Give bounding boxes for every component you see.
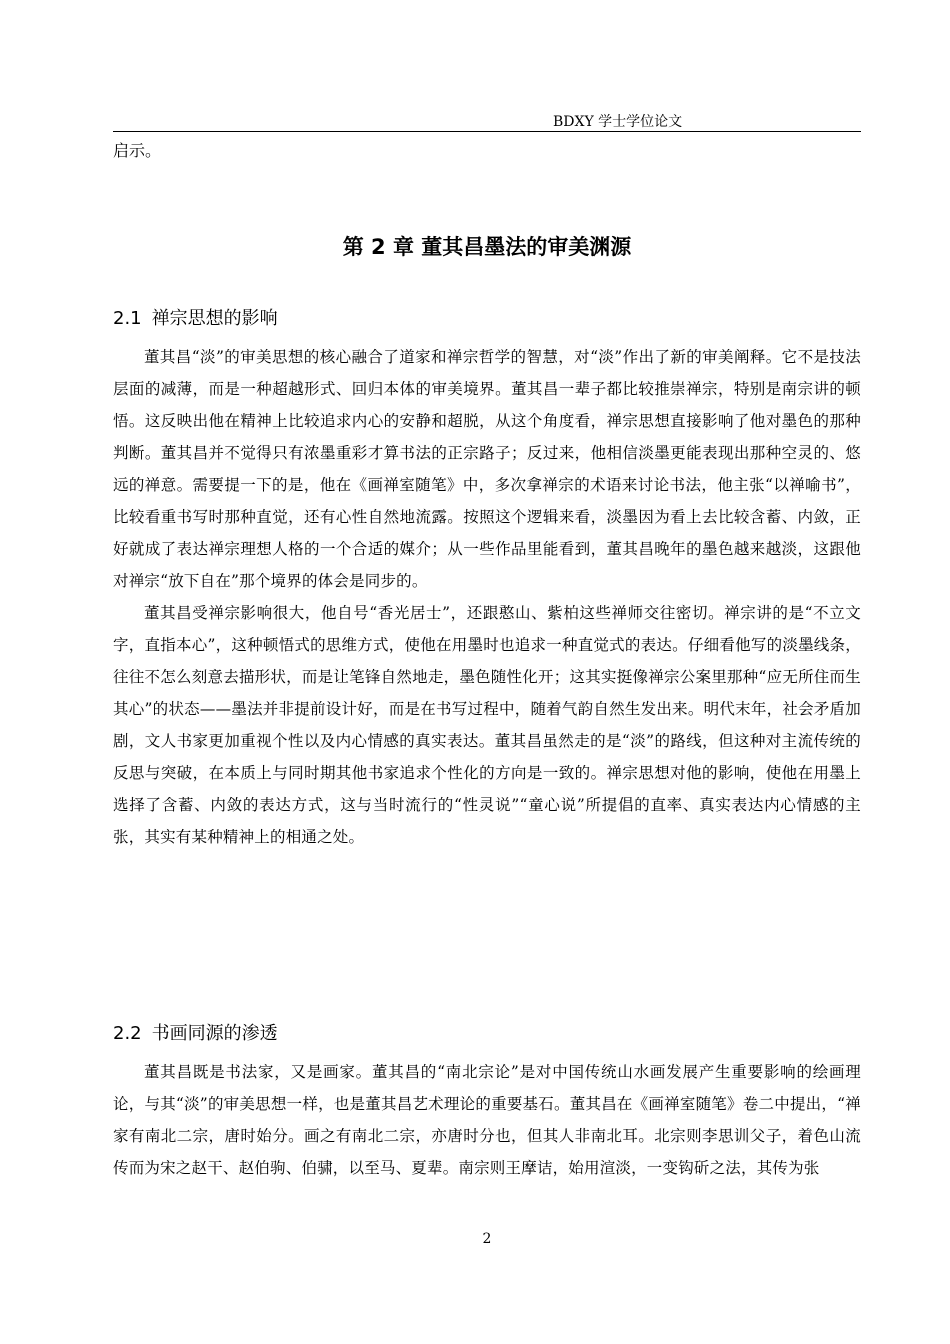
page-number: 2 [482,1231,492,1247]
paragraph: 董其昌“淡”的审美思想的核心融合了道家和禅宗哲学的智慧，对“淡”作出了新的审美阐释。它不是技法层面的减薄，而是一种超越形式、回归本体的审美境界。董其昌一辈子都比较推崇禅宗，特别是南宗讲的顿悟。这反映出他在精神上比较追求内心的安静和超脱，从这个角度看，禅宗思想直接影响了他对墨色的那种判断。董其昌并不觉得只有浓墨重彩才算书法的正宗路子；反过来，他相信淡墨更能表现出那种空灵的、悠远的禅意。需要提一下的是，他在《画禅室随笔》中，多次拿禅宗的术语来讨论书法，他主张“以禅喻书”，比较看重书写时那种直觉，还有心性自然地流露。按照这个逻辑来看，淡墨因为看上去比较含蓄、内敛，正好就成了表达禅宗理想人格的一个合适的媒介；从一些作品里能看到，董其昌晚年的墨色越来越淡，这跟他对禅宗“放下自在”那个境界的体会是同步的。 [113,348,861,590]
section-heading-2-1 [113,306,278,332]
page-header [113,114,861,132]
paragraph: 董其昌既是书法家，又是画家。董其昌的“南北宗论”是对中国传统山水画发展产生重要影响的绘画理论，与其“淡”的审美思想一样，也是董其昌艺术理论的重要基石。董其昌在《画禅室随笔》卷二中提出，“禅家有南北二宗，唐时始分。画之有南北二宗，亦唐时分也，但其人非南北耳。北宗则李思训父子，着色山流传而为宋之赵干、赵伯驹、伯骕，以至马、夏辈。南宗则王摩诘，始用渲淡，一变钩斫之法，其传为张 [113,1063,861,1177]
section-2-1-body [113,341,861,853]
header-text: BDXY 学士学位论文 [553,114,683,130]
section-number: 2.1 [113,308,142,329]
paragraph: 董其昌受禅宗影响很大，他自号“香光居士”，还跟憨山、紫柏这些禅师交往密切。禅宗讲的是“不立文字，直指本心”，这种顿悟式的思维方式，使他在用墨时也追求一种直觉式的表达。仔细看他写的淡墨线条，往往不怎么刻意去描形状，而是让笔锋自然地走，墨色随性化开；这其实挺像禅宗公案里那种“应无所住而生其心”的状态——墨法并非提前设计好，而是在书写过程中，随着气韵自然生发出来。明代末年，社会矛盾加剧，文人书家更加重视个性以及内心情感的真实表达。董其昌虽然走的是“淡”的路线，但这种对主流传统的反思与突破，在本质上与同时期其他书家追求个性化的方向是一致的。禅宗思想对他的影响，使他在用墨上选择了含蓄、内敛的表达方式，这与当时流行的“性灵说”“童心说”所提倡的直率、真实表达内心情感的主张，其实有某种精神上的相通之处。 [113,604,861,846]
section-heading-2-2 [113,1021,278,1047]
carryover-text: 启示。 [113,141,162,160]
chapter-title: 第 2 章 董其昌墨法的审美渊源 [342,235,632,259]
section-2-2-body [113,1056,861,1184]
section-title: 书画同源的渗透 [151,1023,278,1044]
section-title: 禅宗思想的影响 [151,308,278,329]
section-number: 2.2 [113,1023,142,1044]
